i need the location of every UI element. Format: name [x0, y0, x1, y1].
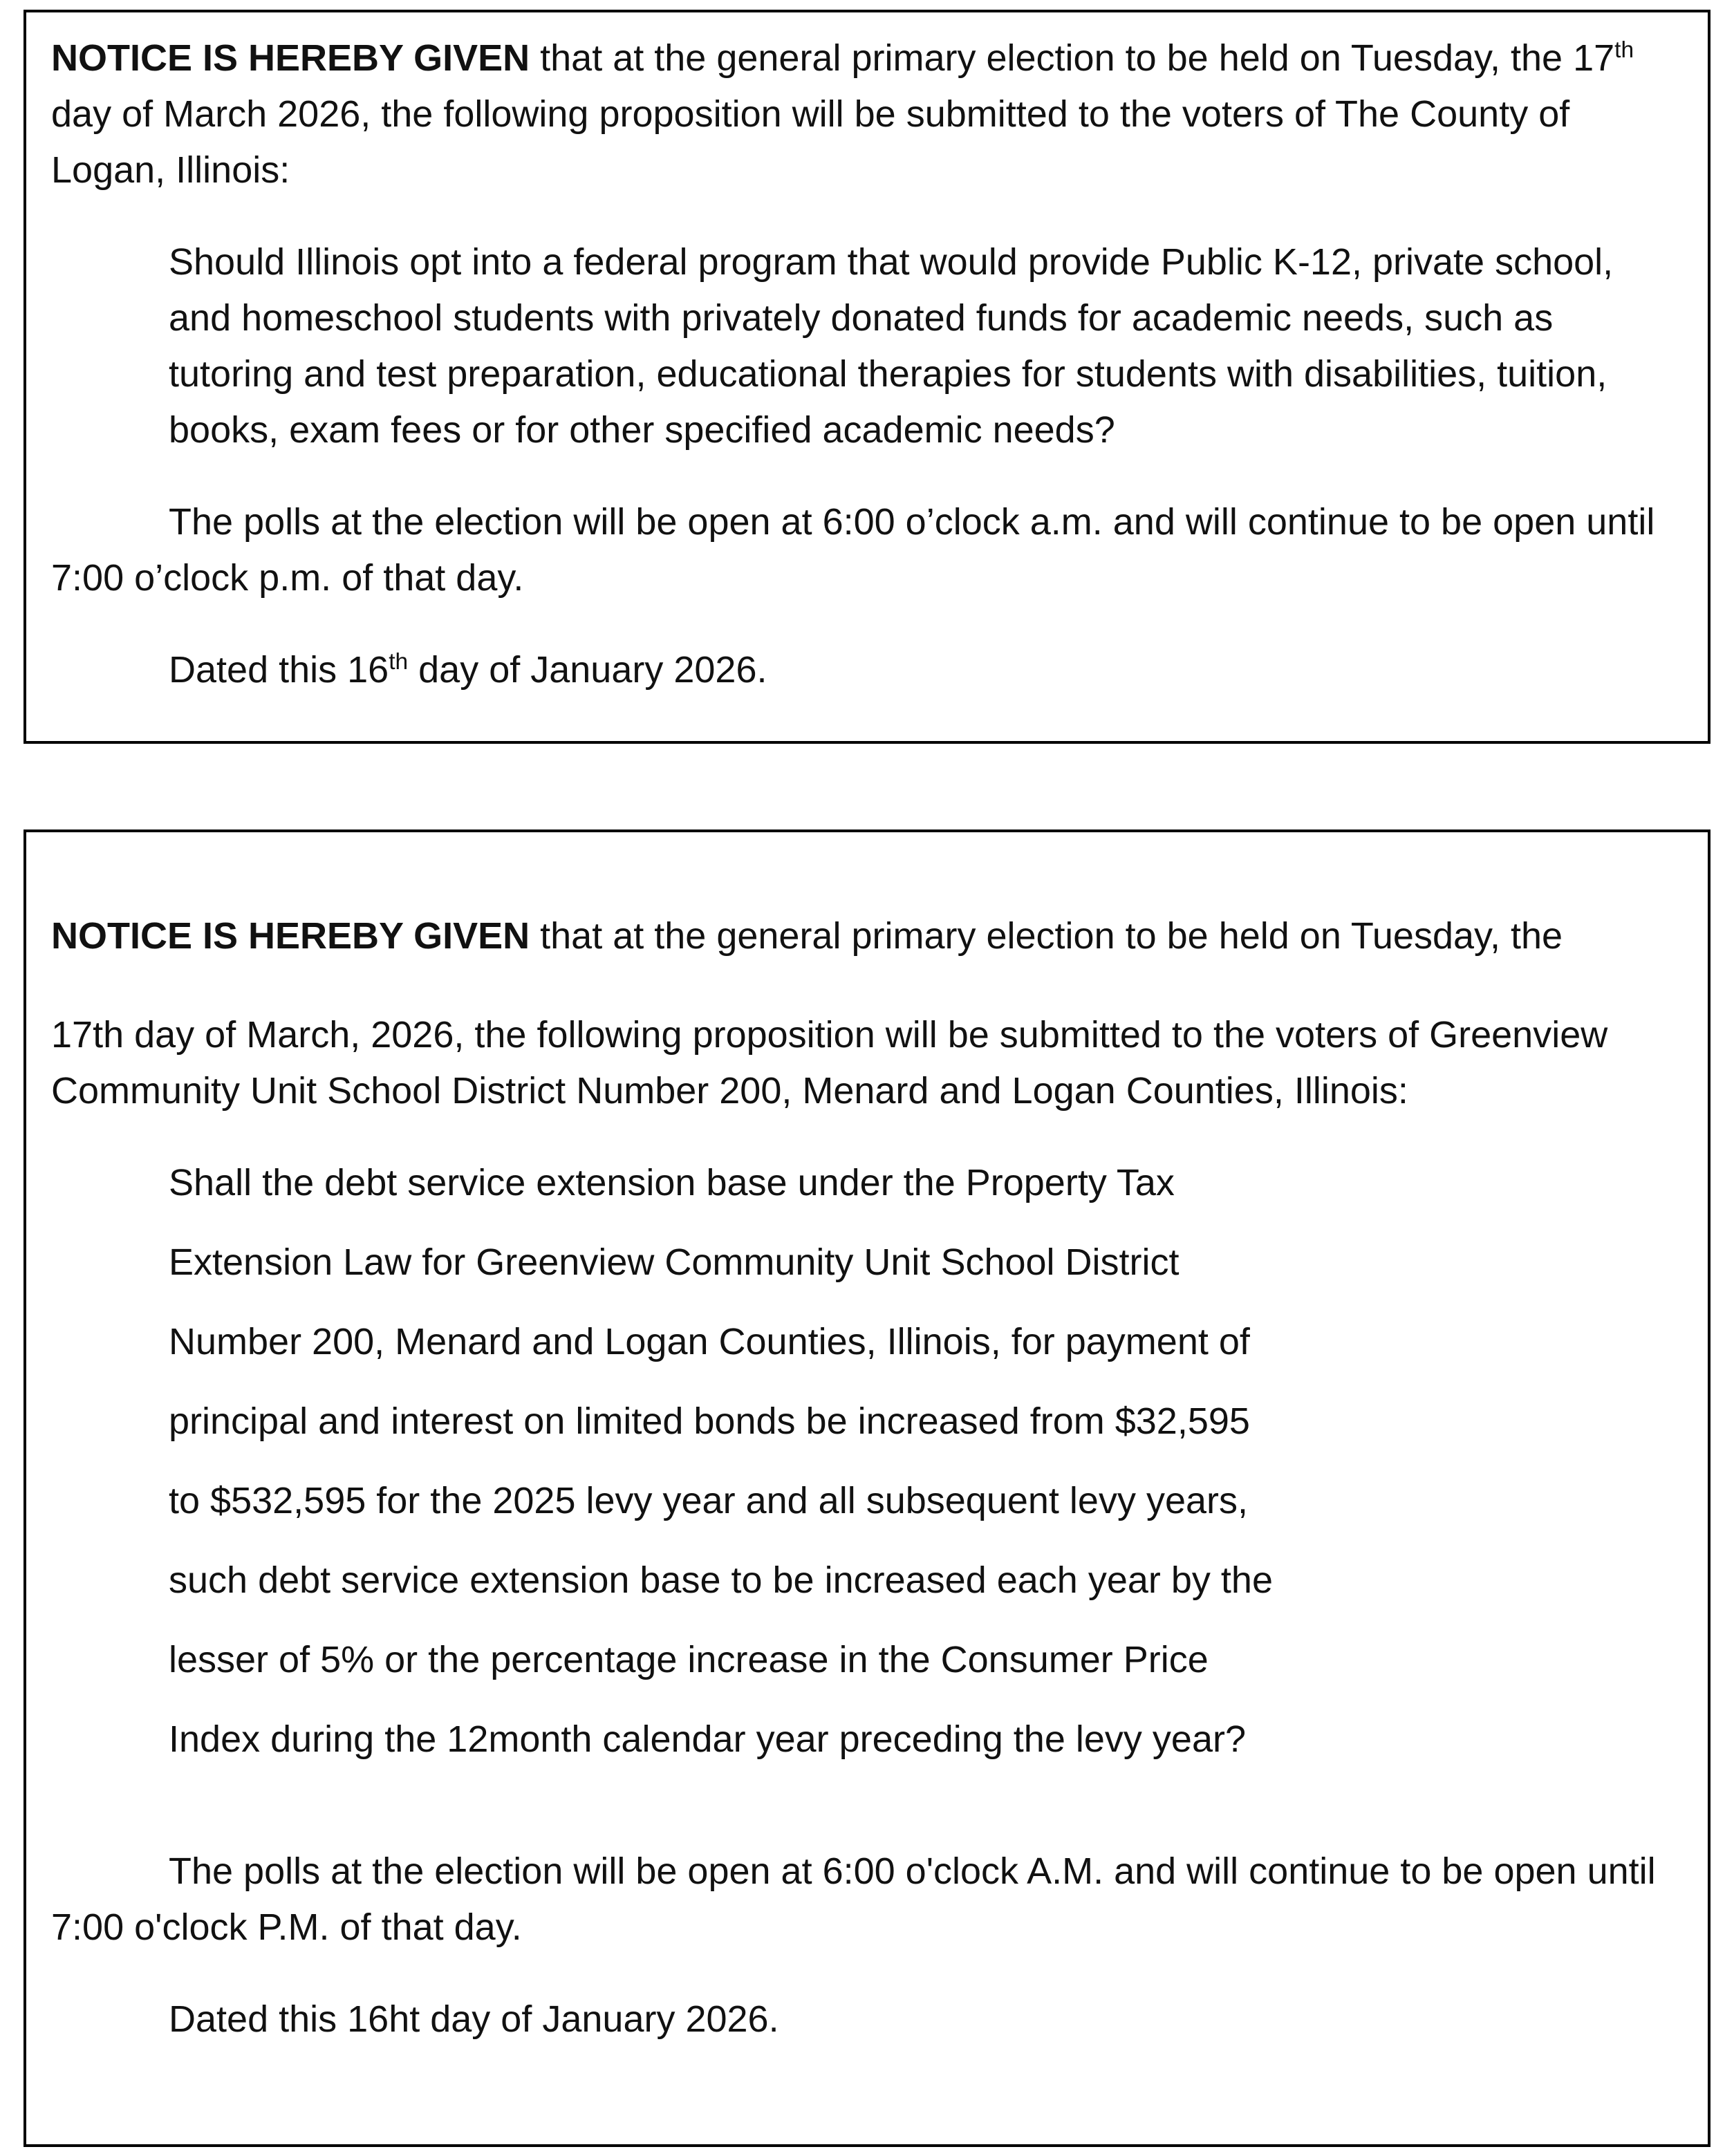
school-notice-given-bold: NOTICE IS HEREBY GIVEN	[51, 915, 530, 957]
school-proposition-line: such debt service extension base to be increased each year by the	[169, 1559, 1273, 1601]
county-date-ordinal-superscript: th	[1614, 37, 1634, 63]
county-dated-paragraph	[169, 642, 1683, 698]
school-intro-segment-1: that at the general primary election to be held on Tuesday, the	[530, 915, 1563, 957]
school-intro-paragraph-line1	[51, 908, 1683, 964]
county-intro-segment-2: day of March 2026, the following proposition will be submitted to the voters of The County of Logan, Illinois:	[51, 93, 1570, 191]
school-proposition-line: to $532,595 for the 2025 levy year and all subsequent levy years,	[169, 1480, 1249, 1521]
county-notice-given-bold: NOTICE IS HEREBY GIVEN	[51, 37, 530, 79]
school-proposition-line: Extension Law for Greenview Community Unit School District	[169, 1241, 1180, 1283]
county-dated-segment-1: Dated this 16	[169, 649, 389, 691]
county-intro-paragraph	[51, 30, 1683, 198]
school-proposition-line: Shall the debt service extension base under the Property Tax	[169, 1162, 1175, 1203]
school-intro-paragraph-line2: 17th day of March, 2026, the following proposition will be submitted to the voters of Greenview Community Unit School District Number 200, Menard and Logan Counties, Illinois:	[51, 1014, 1608, 1112]
school-polls-paragraph: The polls at the election will be open at 6:00 o'clock A.M. and will continue to be open until 7:00 o'clock P.M. of that day.	[51, 1850, 1656, 1948]
school-proposition-line: principal and interest on limited bonds be increased from $32,595	[169, 1400, 1250, 1442]
county-polls-paragraph: The polls at the election will be open at 6:00 o’clock a.m. and will continue to be open until 7:00 o’clock p.m. of that day.	[51, 501, 1655, 599]
county-proposition-paragraph: Should Illinois opt into a federal program that would provide Public K-12, private school, and homeschool students with privately donated funds for academic needs, such as tutoring and test preparation, educational therapies for students with disabilities, tuition, books, exam fees or for other specified academic needs?	[169, 241, 1614, 451]
notice-school-box	[24, 829, 1710, 2147]
county-intro-segment-1: that at the general primary election to be held on Tuesday, the 17	[530, 37, 1615, 79]
county-dated-ordinal-superscript: th	[389, 649, 409, 675]
school-proposition-block	[51, 1155, 1683, 1768]
notice-county-box	[24, 10, 1710, 744]
school-proposition-line: lesser of 5% or the percentage increase in the Consumer Price	[169, 1639, 1209, 1680]
school-dated-paragraph: Dated this 16ht day of January 2026.	[169, 1998, 779, 2040]
county-dated-segment-2: day of January 2026.	[408, 649, 767, 691]
school-proposition-line: Number 200, Menard and Logan Counties, Illinois, for payment of	[169, 1321, 1250, 1362]
school-proposition-line: Index during the 12month calendar year preceding the levy year?	[169, 1718, 1246, 1760]
